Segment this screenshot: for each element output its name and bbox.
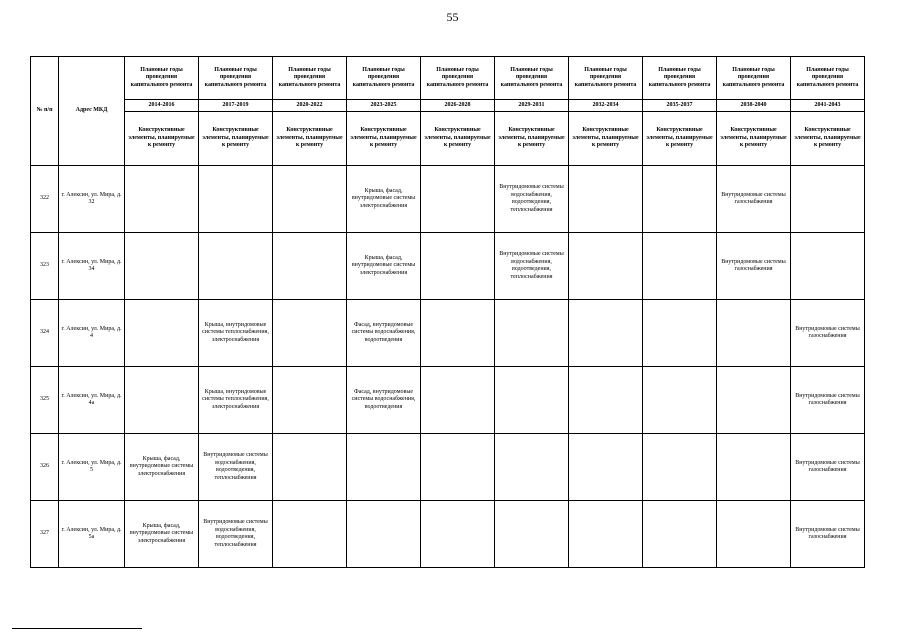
table-row <box>31 367 865 434</box>
repair-elements-cell: Внутридомовые системы газоснабжения <box>791 367 865 434</box>
repair-elements-cell <box>569 501 643 568</box>
period-years: 2023-2025 <box>347 100 421 112</box>
period-elements-header: Конструктивные элементы, планируемые к ремонту <box>347 112 421 166</box>
repair-elements-cell: Крыша, внутридомовые системы теплоснабжения, электроснабжения <box>199 367 273 434</box>
repair-elements-cell: Внутридомовые системы водоснабжения, водоотведения, теплоснабжения <box>495 166 569 233</box>
repair-elements-cell: Крыша, фасад, внутридомовые системы электроснабжения <box>347 166 421 233</box>
repair-elements-cell <box>347 434 421 501</box>
repair-elements-cell: Крыша, фасад, внутридомовые системы электроснабжения <box>125 501 199 568</box>
repair-elements-cell <box>643 434 717 501</box>
footnote-separator <box>12 628 142 629</box>
repair-elements-cell <box>273 501 347 568</box>
repair-elements-cell <box>125 233 199 300</box>
repair-elements-cell <box>125 166 199 233</box>
period-elements-header: Конструктивные элементы, планируемые к ремонту <box>791 112 865 166</box>
period-elements-header: Конструктивные элементы, планируемые к ремонту <box>125 112 199 166</box>
row-address: г. Алексин, ул. Мира, д. 4а <box>59 367 125 434</box>
repair-elements-cell <box>125 300 199 367</box>
repair-elements-cell: Фасад, внутридомовые системы водоснабжения, водоотведения <box>347 367 421 434</box>
period-years: 2014-2016 <box>125 100 199 112</box>
repair-elements-cell <box>421 166 495 233</box>
period-label: Плановые годы проведения капитального ремонта <box>199 57 273 100</box>
repair-elements-cell <box>495 501 569 568</box>
repair-elements-cell <box>421 501 495 568</box>
repair-elements-cell <box>569 300 643 367</box>
repair-elements-cell: Крыша, фасад, внутридомовые системы электроснабжения <box>125 434 199 501</box>
period-elements-header: Конструктивные элементы, планируемые к ремонту <box>495 112 569 166</box>
period-years: 2041-2043 <box>791 100 865 112</box>
repair-elements-cell <box>569 434 643 501</box>
period-years: 2032-2034 <box>569 100 643 112</box>
repair-elements-cell <box>495 300 569 367</box>
row-address: г. Алексин, ул. Мира, д. 4 <box>59 300 125 367</box>
repair-elements-cell: Крыша, фасад, внутридомовые системы электроснабжения <box>347 233 421 300</box>
repair-elements-cell <box>421 233 495 300</box>
period-label: Плановые годы проведения капитального ремонта <box>125 57 199 100</box>
repair-elements-cell <box>421 434 495 501</box>
repair-elements-cell <box>125 367 199 434</box>
repair-elements-cell <box>495 434 569 501</box>
row-number: 323 <box>31 233 59 300</box>
repair-elements-cell <box>273 367 347 434</box>
table-row <box>31 233 865 300</box>
period-label: Плановые годы проведения капитального ремонта <box>569 57 643 100</box>
row-address: г. Алексин, ул. Мира, д. 5 <box>59 434 125 501</box>
repair-elements-cell <box>273 300 347 367</box>
repair-elements-cell <box>643 501 717 568</box>
repair-elements-cell: Внутридомовые системы водоснабжения, водоотведения, теплоснабжения <box>199 501 273 568</box>
period-elements-header: Конструктивные элементы, планируемые к ремонту <box>717 112 791 166</box>
repair-elements-cell: Внутридомовые системы газоснабжения <box>791 501 865 568</box>
repair-elements-cell <box>643 233 717 300</box>
column-header-address: Адрес МКД <box>59 57 125 166</box>
period-label: Плановые годы проведения капитального ремонта <box>495 57 569 100</box>
repair-elements-cell: Внутридомовые системы водоснабжения, водоотведения, теплоснабжения <box>495 233 569 300</box>
column-header-number: № п/п <box>31 57 59 166</box>
period-elements-header: Конструктивные элементы, планируемые к ремонту <box>643 112 717 166</box>
repair-elements-cell <box>643 367 717 434</box>
repair-elements-cell <box>717 300 791 367</box>
row-number: 325 <box>31 367 59 434</box>
period-elements-header: Конструктивные элементы, планируемые к ремонту <box>569 112 643 166</box>
repair-elements-cell <box>273 434 347 501</box>
period-years: 2020-2022 <box>273 100 347 112</box>
table-row <box>31 300 865 367</box>
repair-elements-cell: Внутридомовые системы газоснабжения <box>791 434 865 501</box>
repair-elements-cell <box>495 367 569 434</box>
row-address: г. Алексин, ул. Мира, д. 5а <box>59 501 125 568</box>
table-row <box>31 166 865 233</box>
table-row <box>31 501 865 568</box>
period-years: 2017-2019 <box>199 100 273 112</box>
page-number: 55 <box>446 10 459 24</box>
repair-elements-cell <box>791 166 865 233</box>
period-years: 2035-2037 <box>643 100 717 112</box>
repair-elements-cell <box>717 434 791 501</box>
repair-elements-cell <box>199 166 273 233</box>
repair-elements-cell <box>273 233 347 300</box>
period-elements-header: Конструктивные элементы, планируемые к ремонту <box>273 112 347 166</box>
period-years: 2026-2028 <box>421 100 495 112</box>
row-number: 326 <box>31 434 59 501</box>
row-address: г. Алексин, ул. Мира, д. 32 <box>59 166 125 233</box>
period-label: Плановые годы проведения капитального ремонта <box>273 57 347 100</box>
repair-elements-cell <box>643 166 717 233</box>
repair-elements-cell <box>421 367 495 434</box>
repair-elements-cell: Фасад, внутридомовые системы водоснабжения, водоотведения <box>347 300 421 367</box>
period-years: 2038-2040 <box>717 100 791 112</box>
period-label: Плановые годы проведения капитального ремонта <box>717 57 791 100</box>
repair-elements-cell <box>569 233 643 300</box>
repair-elements-cell <box>643 300 717 367</box>
period-elements-header: Конструктивные элементы, планируемые к ремонту <box>421 112 495 166</box>
row-number: 322 <box>31 166 59 233</box>
period-elements-header: Конструктивные элементы, планируемые к ремонту <box>199 112 273 166</box>
repair-elements-cell: Внутридомовые системы газоснабжения <box>717 166 791 233</box>
period-label: Плановые годы проведения капитального ремонта <box>347 57 421 100</box>
repair-elements-cell <box>717 501 791 568</box>
repair-elements-cell: Внутридомовые системы водоснабжения, водоотведения, теплоснабжения <box>199 434 273 501</box>
row-number: 324 <box>31 300 59 367</box>
repair-elements-cell <box>347 501 421 568</box>
repair-elements-cell <box>569 367 643 434</box>
repair-elements-cell <box>199 233 273 300</box>
repair-elements-cell <box>717 367 791 434</box>
period-label: Плановые годы проведения капитального ремонта <box>643 57 717 100</box>
repair-elements-cell <box>569 166 643 233</box>
repair-elements-cell: Внутридомовые системы газоснабжения <box>791 300 865 367</box>
period-label: Плановые годы проведения капитального ремонта <box>791 57 865 100</box>
repair-elements-cell: Крыша, внутридомовые системы теплоснабжения, электроснабжения <box>199 300 273 367</box>
capital-repair-plan-table <box>30 56 865 568</box>
repair-elements-cell <box>273 166 347 233</box>
table-row <box>31 434 865 501</box>
period-years: 2029-2031 <box>495 100 569 112</box>
row-address: г. Алексин, ул. Мира, д. 34 <box>59 233 125 300</box>
repair-elements-cell: Внутридомовые системы газоснабжения <box>717 233 791 300</box>
repair-elements-cell <box>421 300 495 367</box>
repair-elements-cell <box>791 233 865 300</box>
period-label: Плановые годы проведения капитального ремонта <box>421 57 495 100</box>
row-number: 327 <box>31 501 59 568</box>
